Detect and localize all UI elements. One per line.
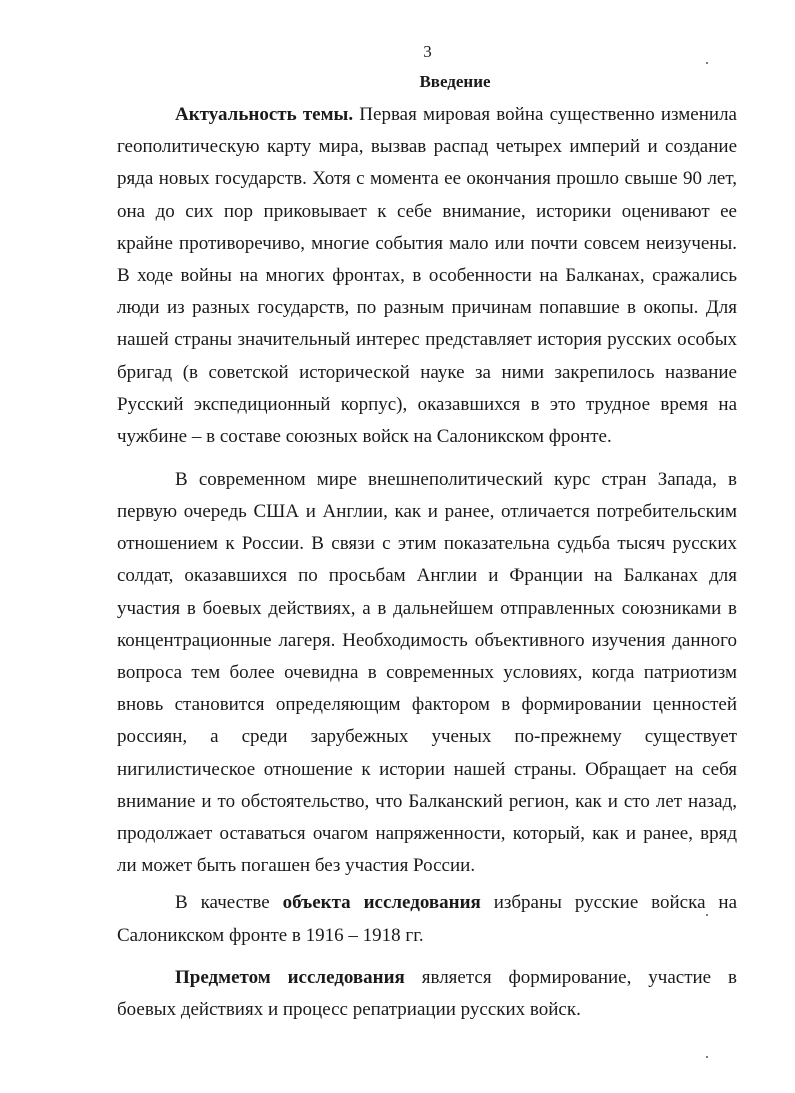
context-text: В современном мире внешнеполитический курс стран Запада, в первую очередь США и Англии, как и ранее, отличается потребительским отношением к России. В связи с этим показательна судьба тысяч русских солдат, оказавшихся по просьбам Англии и Франции на Балканах для участия в боевых действиях, а в дальнейшем отправленных союзниками в концентрационные лагеря. Необходимость объективного изучения данного вопроса тем более очевидна в современных условиях, когда патриотизм вновь становится определяющим фактором в формировании ценностей россиян, а среди зарубежных ученых по-прежнему существует нигилистическое отношение к истории нашей страны. Обращает на себя внимание и то обстоятельство, что Балканский регион, как и сто лет назад, продолжает оставаться очагом напряженности, который, как и ранее, вряд ли может быть погашен без участия России. — [117, 468, 737, 877]
object-after: избраны русские войска на Салоникском фронте в 1916 – 1918 гг. — [117, 892, 738, 946]
relevance-text: Первая мировая война существенно изменила геополитическую карту мира, вызвав распад четырех империй и создание ряда новых государств. Хотя с момента ее окончания прошло свыше 90 лет, она до сих пор приковывает к себе внимание, историки оценивают ее крайне противоречиво, многие события мало или почти совсем неизучены. В ходе войны на многих фронтах, в особенности на Балканах, сражались люди из разных государств, по разным причинам попавшие в окопы. Для нашей страны значительный интерес представляет история русских особых бригад (в советской исторической науке за ними закрепилось название Русский экспедиционный корпус), оказавшихся в это трудное время на чужбине – в составе союзных войск на Салоникском фронте. — [117, 104, 737, 448]
subject-after: является формирование, участие в боевых действиях и процесс репатриации русских войск. — [117, 967, 737, 1021]
paragraph-relevance — [117, 99, 737, 453]
subject-term: Предметом исследования — [175, 967, 405, 989]
paragraph-context — [117, 464, 737, 883]
scan-speck — [706, 1056, 708, 1058]
scan-speck — [706, 62, 708, 64]
page-number: 3 — [423, 42, 432, 61]
document-body — [117, 99, 737, 1027]
page-title: Введение — [419, 72, 491, 91]
object-term: объекта исследования — [282, 892, 481, 914]
object-before: В качестве — [175, 892, 283, 914]
paragraph-object — [117, 887, 737, 951]
scan-speck — [706, 914, 708, 916]
paragraph-subject — [117, 962, 737, 1026]
relevance-lead: Актуальность темы. — [175, 104, 354, 125]
